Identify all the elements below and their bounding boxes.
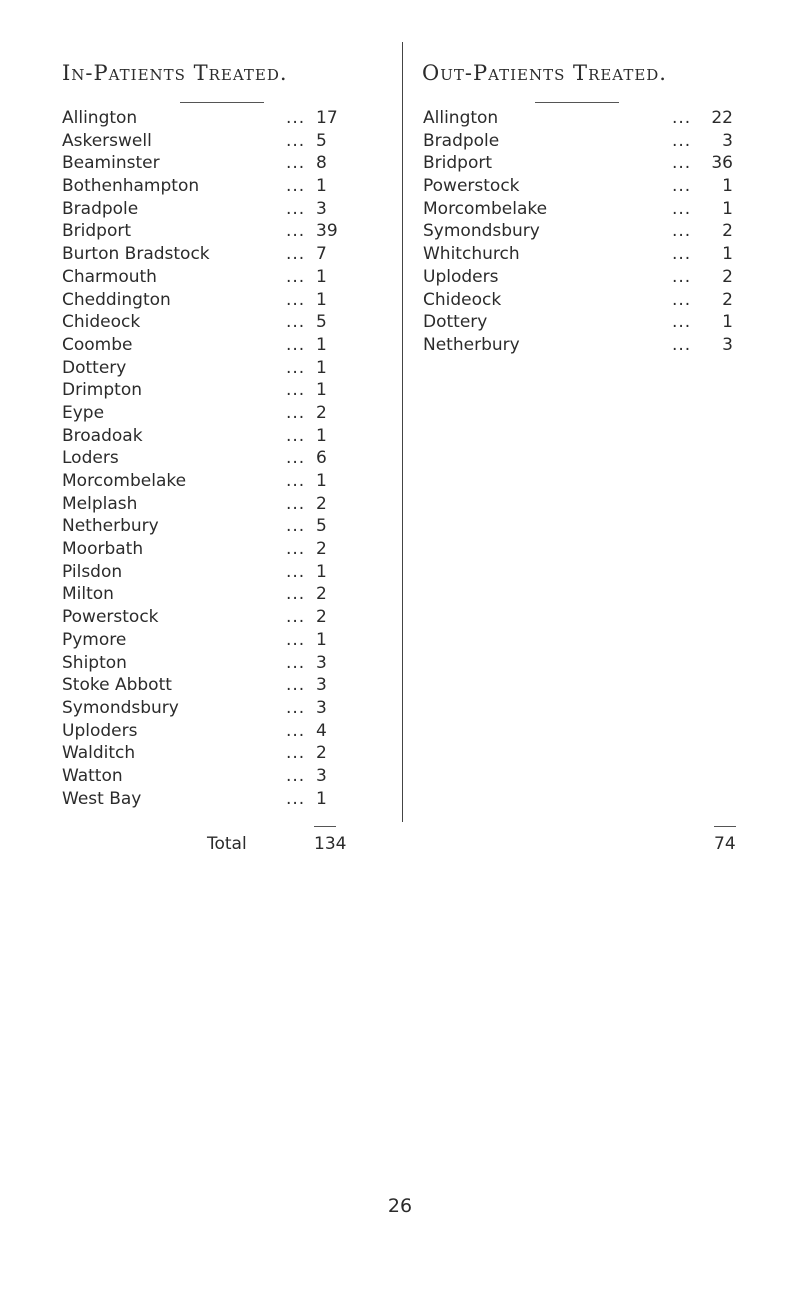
place-name: Bridport [423, 153, 493, 174]
place-name: Milton [62, 584, 114, 605]
leader-dots: ... [286, 697, 306, 718]
patient-count: 2 [316, 607, 327, 628]
place-name: Morcombelake [62, 471, 187, 491]
place-name: Askerswell [62, 130, 152, 151]
table-row [62, 629, 400, 652]
leader-dots: ... [672, 266, 692, 287]
out-patients-column [410, 58, 745, 357]
table-row [410, 130, 745, 153]
leader-dots: ... [286, 471, 306, 491]
table-row [62, 266, 400, 289]
leader-dots: ... [672, 153, 692, 174]
table-row [410, 266, 745, 289]
patient-count: 1 [316, 357, 327, 378]
place-name: Broadoak [62, 425, 143, 446]
place-name: Symondsbury [62, 697, 179, 718]
patient-count: 2 [316, 584, 327, 605]
table-row [62, 583, 400, 606]
in-patients-total-label: Total [207, 834, 247, 854]
leader-dots: ... [672, 312, 692, 333]
leader-dots: ... [286, 765, 306, 786]
table-row [62, 243, 400, 266]
leader-dots: ... [286, 334, 306, 355]
patient-count: 5 [316, 516, 327, 537]
leader-dots: ... [672, 244, 692, 265]
table-row [410, 311, 745, 334]
leader-dots: ... [286, 607, 306, 628]
place-name: Stoke Abbott [62, 675, 172, 696]
leader-dots: ... [286, 244, 306, 265]
leader-dots: ... [286, 380, 306, 401]
patient-count: 1 [316, 425, 327, 446]
table-row [410, 243, 745, 266]
column-divider [402, 42, 403, 822]
leader-dots: ... [672, 108, 692, 128]
place-name: Dottery [423, 312, 488, 333]
leader-dots: ... [286, 516, 306, 537]
place-name: Netherbury [62, 516, 159, 537]
leader-dots: ... [286, 153, 306, 174]
patient-count: 5 [316, 312, 327, 333]
in-patients-heading: In-Patients Treated. [62, 61, 288, 85]
table-row [62, 765, 400, 788]
out-patients-heading-rule [535, 102, 619, 103]
leader-dots: ... [672, 198, 692, 219]
patient-count: 7 [316, 244, 327, 265]
patient-count: 3 [722, 334, 733, 355]
patient-count: 1 [316, 289, 327, 310]
place-name: Allington [62, 108, 138, 128]
place-name: Charmouth [62, 266, 157, 287]
table-row [62, 606, 400, 629]
table-row [62, 674, 400, 697]
table-row [62, 561, 400, 584]
leader-dots: ... [286, 561, 306, 582]
patient-count: 1 [316, 561, 327, 582]
in-patients-total-rule [314, 826, 336, 827]
leader-dots: ... [672, 221, 692, 242]
patient-count: 1 [722, 312, 733, 333]
leader-dots: ... [672, 289, 692, 310]
place-name: Drimpton [62, 380, 142, 401]
patient-count: 2 [316, 402, 327, 423]
leader-dots: ... [286, 675, 306, 696]
table-row [62, 788, 400, 811]
place-name: Eype [62, 402, 105, 423]
leader-dots: ... [286, 130, 306, 151]
leader-dots: ... [286, 176, 306, 197]
table-row [62, 220, 400, 243]
place-name: Morcombelake [423, 198, 548, 219]
table-row [410, 334, 745, 357]
patient-count: 1 [722, 176, 733, 197]
table-row [62, 311, 400, 334]
patient-count: 1 [316, 266, 327, 287]
table-row [62, 130, 400, 153]
place-name: Chideock [62, 312, 141, 333]
table-row [62, 720, 400, 743]
patient-count: 1 [722, 244, 733, 265]
table-row [410, 289, 745, 312]
patient-count: 39 [316, 221, 338, 242]
leader-dots: ... [286, 312, 306, 333]
patient-count: 2 [722, 221, 733, 242]
leader-dots: ... [286, 788, 306, 809]
place-name: Chideock [423, 289, 502, 310]
table-row [62, 357, 400, 380]
place-name: Coombe [62, 334, 133, 355]
place-name: Cheddington [62, 289, 171, 310]
patient-count: 1 [316, 788, 327, 809]
in-patients-heading-rule [180, 102, 264, 103]
patient-count: 1 [316, 334, 327, 355]
place-name: Melplash [62, 493, 138, 514]
leader-dots: ... [286, 198, 306, 219]
place-name: Uploders [423, 266, 499, 287]
place-name: Burton Bradstock [62, 244, 210, 265]
place-name: Bridport [62, 221, 132, 242]
place-name: Symondsbury [423, 221, 540, 242]
leader-dots: ... [286, 425, 306, 446]
leader-dots: ... [672, 334, 692, 355]
place-name: Loders [62, 448, 119, 469]
patient-count: 22 [711, 108, 733, 128]
table-row [410, 220, 745, 243]
leader-dots: ... [286, 108, 306, 128]
patient-count: 1 [316, 629, 327, 650]
table-row [62, 538, 400, 561]
patient-count: 3 [722, 130, 733, 151]
table-row [62, 175, 400, 198]
out-patients-list [410, 107, 745, 357]
leader-dots: ... [286, 539, 306, 560]
table-row [62, 334, 400, 357]
place-name: Pymore [62, 629, 127, 650]
patient-count: 17 [316, 108, 338, 128]
table-row [62, 697, 400, 720]
out-patients-total-rule [714, 826, 736, 827]
patient-count: 5 [316, 130, 327, 151]
leader-dots: ... [286, 357, 306, 378]
patient-count: 1 [316, 176, 327, 197]
leader-dots: ... [286, 584, 306, 605]
table-row [62, 198, 400, 221]
table-row [62, 152, 400, 175]
in-patients-list [62, 107, 400, 810]
patient-count: 8 [316, 153, 327, 174]
patient-count: 36 [711, 153, 733, 174]
place-name: Bradpole [423, 130, 500, 151]
table-row [62, 652, 400, 675]
leader-dots: ... [286, 402, 306, 423]
table-row [62, 515, 400, 538]
place-name: Dottery [62, 357, 127, 378]
in-patients-total-value: 134 [314, 834, 347, 854]
patient-count: 2 [316, 493, 327, 514]
patient-count: 2 [316, 539, 327, 560]
patient-count: 3 [316, 198, 327, 219]
place-name: Bothenhampton [62, 176, 200, 197]
leader-dots: ... [286, 629, 306, 650]
table-row [410, 107, 745, 130]
patient-count: 1 [722, 198, 733, 219]
place-name: Netherbury [423, 334, 520, 355]
place-name: Watton [62, 765, 123, 786]
table-row [410, 198, 745, 221]
in-patients-column [62, 58, 400, 810]
patient-count: 3 [316, 652, 327, 673]
place-name: Uploders [62, 720, 138, 741]
table-row [62, 742, 400, 765]
leader-dots: ... [672, 176, 692, 197]
out-patients-total-value: 74 [714, 834, 736, 854]
patient-count: 4 [316, 720, 327, 741]
place-name: Pilsdon [62, 561, 123, 582]
patient-count: 3 [316, 675, 327, 696]
place-name: Moorbath [62, 539, 144, 560]
table-row [62, 425, 400, 448]
place-name: Beaminster [62, 153, 160, 174]
place-name: Bradpole [62, 198, 139, 219]
page-number: 26 [387, 1195, 413, 1217]
leader-dots: ... [672, 130, 692, 151]
patient-count: 6 [316, 448, 327, 469]
leader-dots: ... [286, 720, 306, 741]
out-patients-heading: Out-Patients Treated. [422, 61, 667, 85]
leader-dots: ... [286, 266, 306, 287]
table-row [62, 470, 400, 493]
patient-count: 3 [316, 697, 327, 718]
table-row [62, 107, 400, 130]
table-row [62, 379, 400, 402]
place-name: Walditch [62, 743, 136, 764]
patient-count: 1 [316, 380, 327, 401]
leader-dots: ... [286, 448, 306, 469]
place-name: Powerstock [62, 607, 159, 628]
table-row [410, 175, 745, 198]
table-row [62, 402, 400, 425]
place-name: West Bay [62, 788, 142, 809]
place-name: Whitchurch [423, 244, 520, 265]
patient-count: 2 [722, 266, 733, 287]
table-row [62, 493, 400, 516]
leader-dots: ... [286, 221, 306, 242]
table-row [410, 152, 745, 175]
leader-dots: ... [286, 743, 306, 764]
patient-count: 1 [316, 471, 327, 491]
patient-count: 3 [316, 765, 327, 786]
table-row [62, 447, 400, 470]
leader-dots: ... [286, 493, 306, 514]
table-row [62, 289, 400, 312]
leader-dots: ... [286, 652, 306, 673]
patient-count: 2 [316, 743, 327, 764]
patient-count: 2 [722, 289, 733, 310]
leader-dots: ... [286, 289, 306, 310]
place-name: Allington [423, 108, 499, 128]
place-name: Shipton [62, 652, 127, 673]
place-name: Powerstock [423, 176, 520, 197]
